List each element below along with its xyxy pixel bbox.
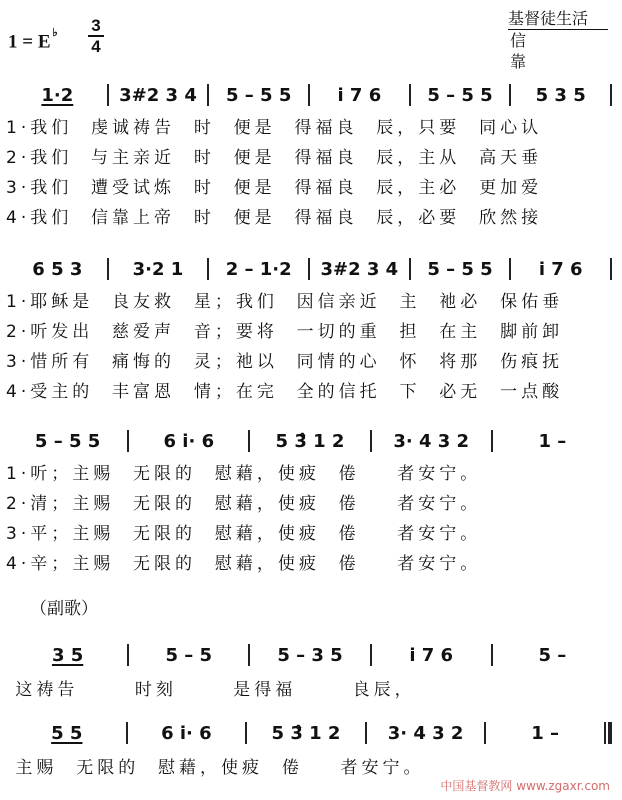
- measure: 3·2 1: [132, 259, 184, 280]
- measure: 5 3̂ 1 2: [271, 723, 341, 744]
- measure: 5 –: [538, 645, 567, 666]
- lyric-verse-3: 3·我们 遭受试炼 时 便是 得福良 辰，主必 更加爱: [6, 178, 543, 198]
- song-meta: [508, 8, 608, 72]
- lyric-verse-4: 4·辛；主赐 无限的 慰藉，使疲 倦 者安宁。: [6, 554, 482, 574]
- meter-bottom: 4: [91, 37, 101, 56]
- chorus-music-line-1: [8, 640, 612, 666]
- measure: 6 i· 6: [161, 723, 212, 744]
- music-line-1: [8, 80, 612, 106]
- measure: 3#2 3 4: [119, 85, 197, 106]
- lyric-verse-4: 4·我们 信靠上帝 时 便是 得福良 辰，必要 欣然接: [6, 208, 543, 228]
- meter-top: 3: [88, 16, 104, 37]
- lyric-verse-2: 2·听发出 慈爱声 音；要将 一切的重 担 在主 脚前卸: [6, 322, 564, 342]
- song-source: 基督徒生活: [508, 8, 608, 30]
- chorus-lyric-1: 这祷告 时刻 是得福 良辰，: [6, 680, 416, 700]
- measure: 3· 4 3 2: [387, 723, 464, 744]
- key-signature: 1 = E ♭: [8, 27, 58, 53]
- lyric-verse-1: 1·我们 虔诚祷告 时 便是 得福良 辰，只要 同心认: [6, 118, 543, 138]
- measure: 5 5: [51, 723, 83, 744]
- measure: 5 3̂ 1 2: [275, 431, 345, 452]
- song-title: 信靠: [510, 31, 561, 71]
- final-barline: [604, 722, 612, 744]
- measure: 6 5 3: [32, 259, 83, 280]
- measure: 5 3 5: [535, 85, 586, 106]
- measure: 5 – 5: [165, 645, 213, 666]
- measure: 2 – 1·2: [225, 259, 292, 280]
- measure: 5 – 5 5: [225, 85, 292, 106]
- measure: 5 – 5 5: [427, 85, 493, 106]
- lyric-verse-2: 2·我们 与主亲近 时 便是 得福良 辰，主从 高天垂: [6, 148, 543, 168]
- measure: 3· 4 3 2: [393, 431, 470, 452]
- measure: 5 – 5 5: [34, 431, 101, 452]
- measure: 6 i· 6: [163, 431, 215, 452]
- measure: 3#2 3 4: [320, 259, 399, 280]
- measure: i 7 6: [337, 85, 382, 106]
- music-line-3: [8, 426, 612, 452]
- time-signature: [88, 16, 104, 57]
- measure: 1 –: [538, 431, 567, 452]
- measure: i 7 6: [538, 259, 583, 280]
- lyric-verse-2: 2·清；主赐 无限的 慰藉，使疲 倦 者安宁。: [6, 494, 482, 514]
- chorus-label: （副歌）: [30, 599, 98, 619]
- lyric-verse-3: 3·惜所有 痛悔的 灵；祂以 同情的心 怀 将那 伤痕抚: [6, 352, 564, 372]
- lyric-verse-4: 4·受主的 丰富恩 情；在完 全的信托 下 必无 一点酸: [6, 382, 564, 402]
- watermark: 中国基督教网 www.zgaxr.com: [440, 779, 610, 793]
- flat-sign: ♭: [52, 27, 58, 39]
- measure: i 7 6: [409, 645, 454, 666]
- music-line-2: [8, 254, 612, 280]
- lyric-verse-1: 1·听；主赐 无限的 慰藉，使疲 倦 者安宁。: [6, 464, 482, 484]
- chorus-lyric-2: 主赐 无限的 慰藉，使疲 倦 者安宁。: [6, 758, 425, 778]
- measure: 5 – 5 5: [427, 259, 493, 280]
- chorus-music-line-2: [8, 718, 612, 744]
- measure: 5 – 3 5: [277, 645, 343, 666]
- measure: 1·2: [41, 85, 74, 106]
- lyric-verse-1: 1·耶稣是 良友救 星；我们 因信亲近 主 祂必 保佑垂: [6, 292, 564, 312]
- measure: 3 5: [51, 645, 84, 666]
- lyric-verse-3: 3·平；主赐 无限的 慰藉，使疲 倦 者安宁。: [6, 524, 482, 544]
- measure: 1 –: [531, 723, 560, 744]
